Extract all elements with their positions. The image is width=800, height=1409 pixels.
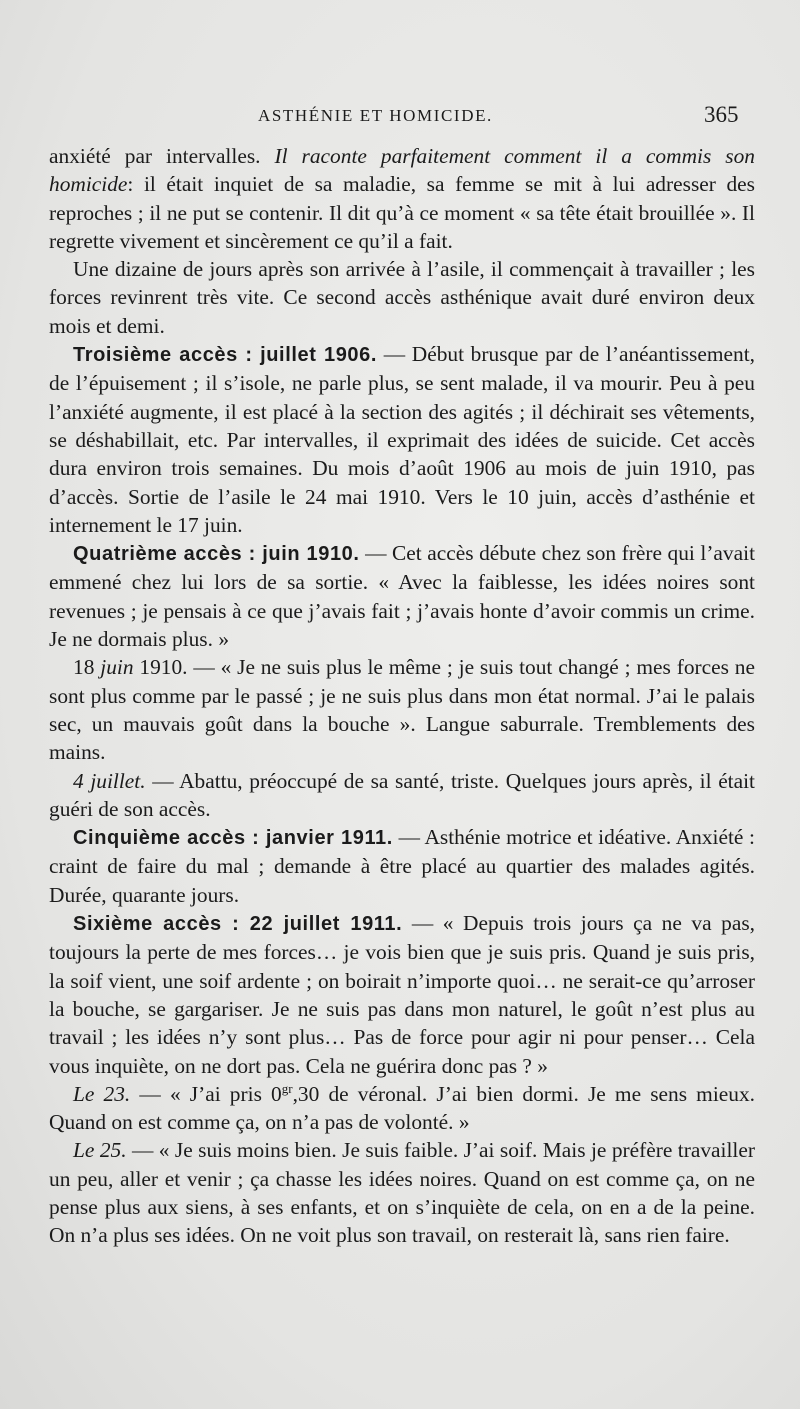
text-run: — « Je suis moins bien. Je suis faible. J’ai soif. Mais je préfère travailler un peu, aller et venir ; ça chasse les idées noires. Quand on est comme ça, on ne pense plus aux siens, à ses enfants, et on s’inquiète de cela, on en a de la peine. On n’a plus ses idées. On ne voit plus son travail, on resterait là, sans rien faire.	[49, 1138, 755, 1248]
paragraph-7	[49, 823, 755, 909]
date-italic: Le 25.	[73, 1138, 127, 1163]
text-run: — « Depuis trois jours ça ne va pas, toujours la perte de mes forces… je vois bien que je suis pris. Quand je suis pris, la soif vient, une soif ardente ; on boirait n’importe quoi… ne serait-ce qu’arroser la bouche, se gargariser. Je ne suis pas dans mon naturel, le goût n’est plus au travail ; les idées n’y sont plus… Pas de force pour agir ni pour penser… Cela vous inquiète, on ne dort pas. Cela ne guérira donc pas ? »	[49, 911, 755, 1078]
text-run: anxiété par intervalles.	[49, 144, 275, 168]
text-run: — « J’ai pris 0	[130, 1081, 282, 1106]
date-italic: juin	[100, 655, 134, 680]
text-run: — Abattu, préoccupé de sa santé, triste. Quelques jours après, il était guéri de son accès.	[49, 768, 756, 821]
section-heading: Cinquième accès : janvier 1911.	[73, 827, 393, 850]
text-run: ,30 de véronal. J’ai bien dormi. Je me sens mieux. Quand on est comme ça, on n’a pas de volonté. »	[49, 1081, 755, 1135]
paragraph-6	[49, 767, 755, 824]
paragraph-2: Une dizaine de jours après son arrivée à l’asile, il commençait à travailler ; les forces revinrent très vite. Ce second accès asthénique avait duré environ deux mois et demi.	[49, 257, 755, 338]
page-header	[0, 104, 800, 134]
superscript-unit: gr	[281, 1080, 293, 1096]
section-heading: Sixième accès : 22 juillet 1911.	[73, 913, 403, 936]
text-run: : il était inquiet de sa maladie, sa femme se mit à lui adresser des reproches ; il ne put se contenir. Il dit qu’à ce moment « sa tête était brouillée ». Il regrette vivement et sincèrement ce qu’il a fait.	[49, 172, 755, 253]
text-run: — Cet accès débute chez son frère qui l’avait emmené chez lui lors de sa sortie. « Avec la faiblesse, les idées noires sont revenues ; je pensais à ce que j’avais fait ; j’avais honte d’avoir commis un crime. Je ne dormais plus. »	[49, 541, 756, 652]
text-run: — Asthénie motrice et idéative. Anxiété : craint de faire du mal ; demande à être placé au quartier des malades agités. Durée, quarante jours.	[49, 825, 755, 907]
paragraph-1	[49, 142, 755, 255]
paragraph-4	[49, 539, 755, 653]
paragraph-3	[49, 340, 755, 539]
paragraph-8	[49, 909, 755, 1080]
section-heading: Quatrième accès : juin 1910.	[73, 543, 360, 566]
body-text	[49, 142, 755, 1250]
paragraph-9	[49, 1080, 755, 1137]
date-italic: 4 juillet.	[73, 768, 146, 793]
running-title: ASTHÉNIE ET HOMICIDE.	[258, 106, 493, 125]
text-run: — Début brusque par de l’anéantissement, de l’épuisement ; il s’isole, ne parle plus, se sent malade, il va mourir. Peu à peu l’anxiété augmente, il est placé à la section des agités ; il déchirait ses vêtements, se déshabillait, etc. Par intervalles, il exprimait des idées de suicide. Cet accès dura environ trois semaines. Du mois d’août 1906 au mois de juin 1910, pas d’accès. Sortie de l’asile le 24 mai 1910. Vers le 10 juin, accès d’asthénie et internement le 17 juin.	[49, 342, 755, 537]
italic-run: Il raconte parfaitement comment il a commis son homicide	[49, 144, 755, 197]
section-heading: Troisième accès : juillet 1906.	[73, 344, 378, 367]
date-italic: Le 23.	[73, 1081, 131, 1106]
text-run: 1910. — « Je ne suis plus le même ; je suis tout changé ; mes forces ne sont plus comme par le passé ; je ne suis plus dans mon état normal. J’ai le palais sec, un mauvais goût dans la bouche ». Langue saburrale. Tremblements des mains.	[49, 655, 755, 765]
paragraph-10	[49, 1136, 755, 1249]
page-number: 365	[704, 102, 739, 127]
date-number: 18	[73, 655, 101, 680]
paragraph-5	[49, 653, 755, 766]
